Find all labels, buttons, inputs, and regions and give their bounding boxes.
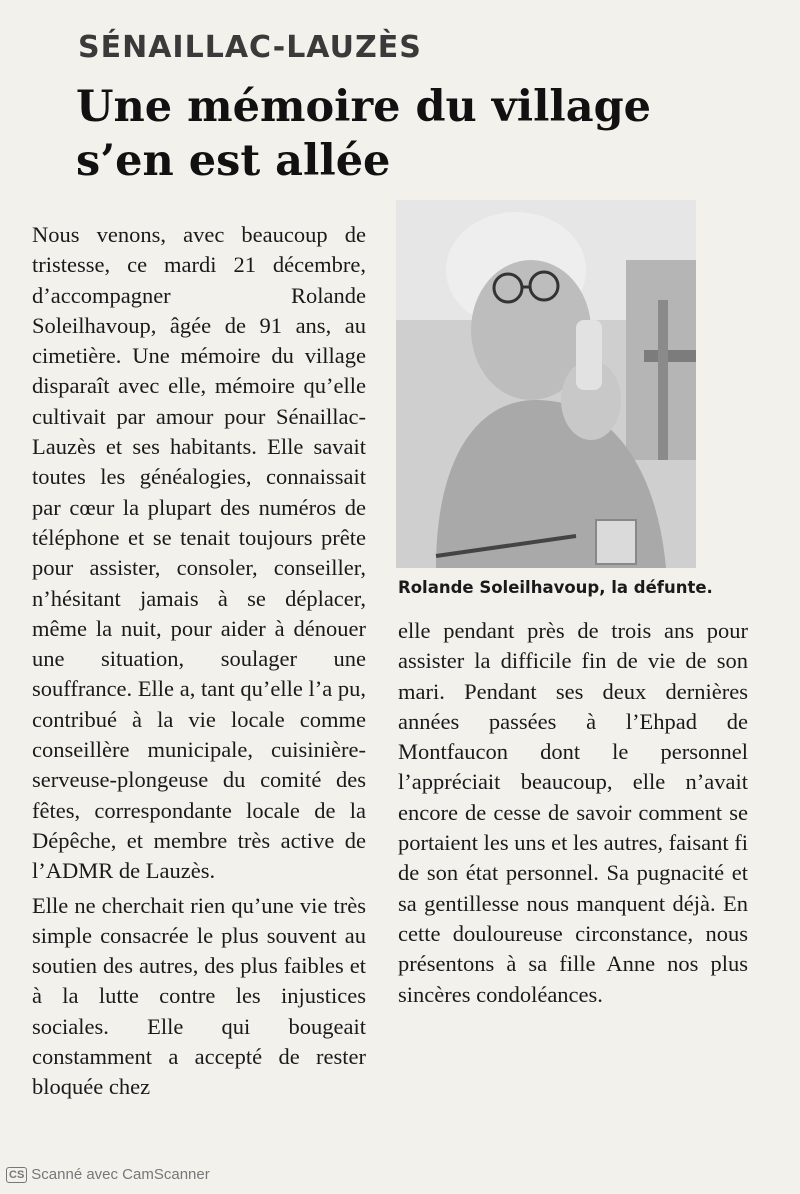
scanner-text: Scanné avec CamScanner (31, 1166, 210, 1183)
portrait-photo (396, 200, 696, 568)
headline-line-2: s’en est allée (76, 136, 391, 186)
headline-line-1: Une mémoire du village (76, 82, 652, 132)
left-column (32, 220, 366, 1103)
photo-caption: Rolande Soleilhavoup, la défunte. (398, 578, 713, 597)
body-paragraph-2-part-1: Elle ne cherchait rien qu’une vie très simple consacrée le plus souvent au soutien des autres, des plus faibles et à la lutte contre les injustices sociales. Elle qui bougeait constamment a accepté de rester bloquée chez (32, 892, 366, 1100)
scanner-watermark (6, 1166, 210, 1183)
body-paragraph-2-part-2: elle pendant près de trois ans pour assister la difficile fin de vie de son mari. Pendant ses deux dernières années passées à l’Ehpad de Montfaucon dont le personnel l’appréciait beaucoup, elle n’avait encore de cesse de savoir comment se portaient les uns et les autres, faisant fi de son état personnel. Sa pugnacité et sa gentillesse nous manquent déjà. En cette douloureuse circonstance, nous présentons à sa fille Anne nos plus sincères condoléances. (398, 618, 748, 1007)
section-kicker: SÉNAILLAC-LAUZÈS (78, 30, 422, 65)
body-paragraph-1: Nous venons, avec beaucoup de tristesse, ce mardi 21 décembre, d’accompagner Rolande Soleilhavoup, âgée de 91 ans, au cimetière. Une mémoire du village disparaît avec elle, mémoire qu’elle cultivait par amour pour Sénaillac-Lauzès et ses habitants. Elle savait toutes les généalogies, connaissait par cœur la plupart des numéros de téléphone et se tenait toujours prête pour assister, consoler, conseiller, n’hésitant jamais à se déplacer, même la nuit, pour aider à dénouer une situation, soulager une souffrance. Elle a, tant qu’elle l’a pu, contribué à la vie locale comme conseillère municipale, cuisinière-serveuse-plongeuse du comité des fêtes, correspondante locale de la Dépêche, et membre très active de l’ADMR de Lauzès. (32, 222, 366, 884)
headline (76, 80, 696, 188)
portrait-photo-illustration (396, 200, 696, 568)
camscanner-logo-icon: CS (6, 1167, 27, 1183)
